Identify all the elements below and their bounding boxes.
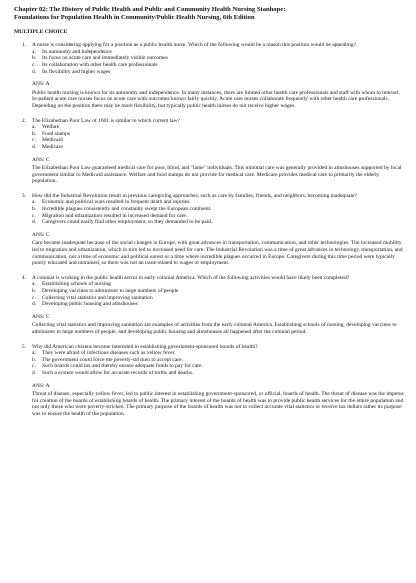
- option-letter: c.: [32, 137, 36, 144]
- option-text: Migration and urbanization resulted in increased demand for care.: [42, 212, 188, 219]
- option-letter: d.: [32, 369, 37, 376]
- option-text: Its autonomy and independence: [42, 48, 112, 55]
- question-item: [14, 275, 404, 336]
- option-letter: b.: [32, 206, 37, 213]
- rationale-text: Collecting vital statistics and improving sanitation are examples of activities from the early colonial America. Establishing schools of nursing, developing vaccines to administer to large numbers of people, and developing public housing and almshouses all happened after the colonial period.: [32, 322, 397, 335]
- option-list: [32, 199, 404, 225]
- option-item: [32, 288, 404, 295]
- chapter-title: [14, 6, 404, 21]
- answer-key: ANS: C: [32, 156, 50, 163]
- option-text: Its flexibility and higher wages: [42, 68, 111, 75]
- option-text: Medicaid: [42, 137, 63, 144]
- answer-block: [32, 232, 404, 267]
- option-letter: c.: [32, 363, 36, 370]
- question-number: 4.: [21, 274, 26, 281]
- option-list: [32, 281, 404, 307]
- question-item: [14, 118, 404, 185]
- rationale-text: Public health nursing is known for its autonomy and independence. In many instances, there are limited other health care professionals and staff with whom to interact. In-patient acute care nurses focus on acute care with outcomes known fairly quickly. Acute care nurses collaborate frequently with other health care professionals. Depending on the position there may be more flexibility, but typically public health nurses do not receive higher wages.: [32, 89, 400, 109]
- option-item: [32, 62, 404, 69]
- option-item: [32, 219, 404, 226]
- option-item: [32, 281, 404, 288]
- question-item: [14, 42, 404, 109]
- question-number: 3.: [21, 192, 26, 199]
- question-item: [14, 193, 404, 267]
- answer-block: [32, 383, 404, 418]
- rationale-text: The Elizabethan Poor Law guaranteed medical care for poor, blind, and "lame" individuals. This minimal care was generally provided in almshouses supported by local government similar to Medicaid assistance. Welfare and food stamps do not provide for medical care. Medicare provides medical care to primarily the elderly population.: [32, 165, 402, 185]
- option-item: [32, 69, 404, 76]
- chapter-title-line-2: Foundations for Population Health in Community/Public Health Nursing, 6th Edition: [14, 13, 255, 21]
- option-item: [32, 144, 404, 151]
- option-letter: a.: [32, 124, 36, 131]
- option-text: Developing public housing and almshouses: [42, 301, 138, 308]
- option-text: They were afraid of infectious diseases such as yellow fever.: [42, 350, 176, 357]
- answer-key: ANS: C: [32, 313, 50, 320]
- question-text: A colonist is working in the public health sector in early colonial America. Which of the following activities would have likely been completed?: [32, 274, 350, 281]
- question-item: [14, 344, 404, 418]
- option-item: [32, 301, 404, 308]
- option-letter: b.: [32, 130, 37, 137]
- answer-key: ANS: C: [32, 231, 50, 238]
- section-heading: MULTIPLE CHOICE: [14, 29, 68, 36]
- answer-key: ANS: A: [32, 382, 50, 389]
- option-text: Establishing schools of nursing: [42, 281, 111, 288]
- option-item: [32, 131, 404, 138]
- question-number: 5.: [21, 343, 26, 350]
- option-item: [32, 363, 404, 370]
- option-letter: d.: [32, 219, 37, 226]
- question-text: How did the Industrial Revolution result in previous caregiving approaches, such as care by families, friends, and neighbors, becoming inadequate?: [32, 192, 357, 199]
- option-item: [32, 370, 404, 377]
- option-text: The government could force the poverty-stricken to accept care.: [42, 356, 183, 363]
- option-item: [32, 124, 404, 131]
- option-text: Its focus on acute care and immediately visible outcomes: [42, 55, 168, 62]
- question-stem: [14, 42, 404, 49]
- option-item: [32, 199, 404, 206]
- option-text: Economic and political wars resulted in frequent death and injuries.: [42, 199, 191, 206]
- option-letter: d.: [32, 143, 37, 150]
- question-text: The Elizabethan Poor Law of 1601 is similar to which current law?: [32, 117, 180, 124]
- option-text: Caregivers could easily find other employment, so they demanded to be paid.: [42, 219, 213, 226]
- option-letter: d.: [32, 68, 37, 75]
- answer-block: [32, 314, 404, 336]
- option-text: Such a system would allow for accurate records of births and deaths.: [42, 369, 194, 376]
- question-number: 1.: [21, 42, 26, 49]
- option-letter: a.: [32, 199, 36, 206]
- question-text: Why did American citizens become interested in establishing government-sponsored boards of health?: [32, 343, 258, 350]
- option-text: Developing vaccines to administer to large numbers of people: [42, 288, 179, 294]
- option-item: [32, 55, 404, 62]
- rationale-text: Care became inadequate because of the social changes in Europe, with great advances in transportation, communication, and other technologies. The increased mobility led to migration and urbanization, which in turn led to increased need for care. The Industrial Revolution was a time of great advances in technology, transportation, and communication, not a time of economic and political unrest or a time where incredible plagues occurred in Europe. Caregivers during this time period were typically poorly educated and untrained, so there was not an issue related to wages or employment.: [32, 240, 403, 267]
- answer-block: [32, 81, 404, 109]
- option-text: Incredible plagues consistently and constantly swept the European continent.: [42, 206, 212, 213]
- answer-key: ANS: A: [32, 81, 50, 88]
- option-letter: c.: [32, 212, 36, 219]
- option-text: Medicare: [42, 143, 63, 150]
- question-stem: [14, 118, 404, 125]
- option-letter: b.: [32, 356, 37, 363]
- question-list: [14, 42, 404, 417]
- option-item: [32, 350, 404, 357]
- option-text: Welfare: [42, 124, 60, 131]
- option-letter: b.: [32, 288, 37, 294]
- question-number: 2.: [21, 117, 26, 124]
- answer-block: [32, 157, 404, 185]
- rationale-text: Threat of disease, especially yellow fever, led to public interest in establishing government-sponsored, or official, boards of health. The threat of disease was the impetus for creation of the boards of establishing boards of health. The primary interest of the boards of health was to provide public health services for the entire population and not only those who were poverty-stricken. The primary purpose of the boards of health was not to collect accurate vital statistics or receive tax dollars rather its purpose was to ensure the health of the population.: [32, 391, 404, 417]
- option-item: [32, 137, 404, 144]
- chapter-title-line-1: Chapter 02: The History of Public Health and Public and Community Health Nursing Stanhope:: [14, 6, 286, 13]
- option-letter: b.: [32, 55, 37, 62]
- option-letter: a.: [32, 350, 36, 357]
- option-list: [32, 350, 404, 376]
- option-letter: a.: [32, 48, 36, 55]
- option-text: Collecting vital statistics and improving sanitation: [42, 294, 153, 301]
- option-letter: c.: [32, 61, 36, 68]
- option-item: [32, 295, 404, 302]
- question-text: A nurse is considering applying for a position as a public health nurse. Which of the following would be a reason this position would be appealing?: [32, 42, 357, 49]
- option-item: [32, 206, 404, 213]
- option-text: Its collaboration with other health care professionals: [42, 61, 158, 68]
- option-letter: c.: [32, 294, 36, 301]
- option-text: Food stamps: [42, 130, 70, 137]
- option-list: [32, 124, 404, 150]
- option-letter: d.: [32, 301, 37, 308]
- option-text: Such boards could tax and thereby ensure adequate funds to pay for care.: [42, 363, 203, 370]
- option-list: [32, 49, 404, 75]
- option-letter: a.: [32, 281, 36, 288]
